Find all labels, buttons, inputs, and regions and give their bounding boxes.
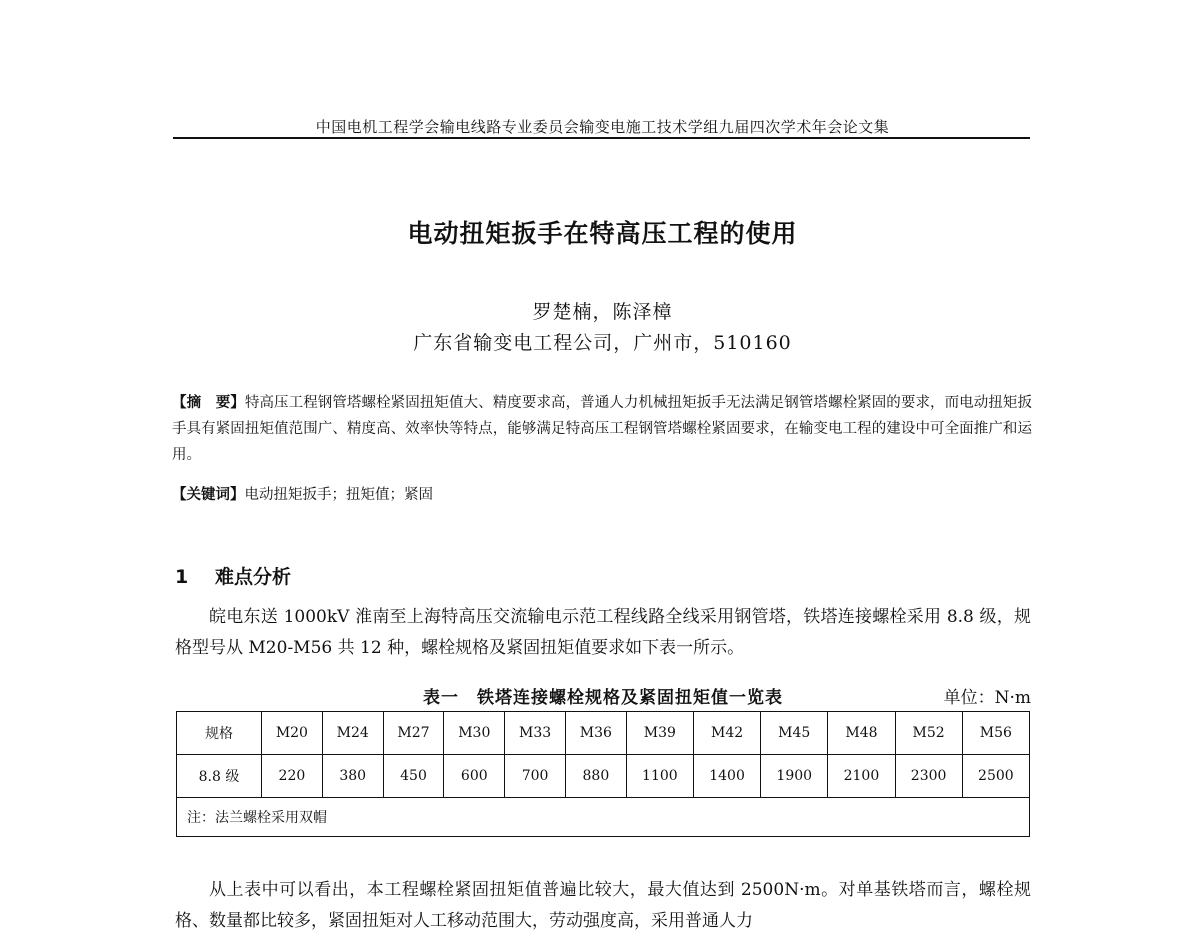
- spec-row-header: 规格: [177, 712, 262, 755]
- spec-cell: M30: [444, 712, 505, 755]
- spec-cell: M56: [962, 712, 1029, 755]
- affiliation: 广东省输变电工程公司，广州市，510160: [413, 332, 792, 354]
- spec-cell: M45: [761, 712, 828, 755]
- table-caption: [175, 683, 1031, 707]
- torque-cell: 880: [565, 755, 626, 798]
- torque-cell: 2500: [962, 755, 1029, 798]
- section-title: 难点分析: [215, 566, 292, 588]
- torque-cell: 1900: [761, 755, 828, 798]
- abstract-text: 特高压工程钢管塔螺栓紧固扭矩值大、精度要求高，普通人力机械扭矩扳手无法满足钢管塔螺栓紧固的要求，而电动扭矩扳手具有紧固扭矩值范围广、精度高、效率快等特点，能够满足特高压工程钢管塔螺栓紧固要求，在输变电工程的建设中可全面推广和运用。: [172, 395, 1032, 463]
- torque-cell: 220: [262, 755, 323, 798]
- header-rule: [173, 137, 1030, 139]
- spec-row: [177, 712, 1030, 755]
- spec-cell: M52: [895, 712, 962, 755]
- spec-cell: M39: [626, 712, 693, 755]
- spec-cell: M36: [565, 712, 626, 755]
- torque-cell: 600: [444, 755, 505, 798]
- abstract-label: 【摘 要】: [172, 394, 245, 411]
- torque-cell: 450: [383, 755, 444, 798]
- torque-row-header: 8.8 级: [177, 755, 262, 798]
- body-paragraph: 皖电东送 1000kV 淮南至上海特高压交流输电示范工程线路全线采用钢管塔，铁塔连接螺栓采用 8.8 级，规格型号从 M20-M56 共 12 种，螺栓规格及紧固扭矩值要求如下表一所示。: [175, 607, 1031, 658]
- spec-cell: M27: [383, 712, 444, 755]
- spec-cell: M24: [322, 712, 383, 755]
- spec-cell: M48: [828, 712, 895, 755]
- section-number: 1: [175, 566, 189, 588]
- torque-row: [177, 755, 1030, 798]
- paper-title: 电动扭矩扳手在特高压工程的使用: [407, 219, 798, 248]
- table-unit: 单位：N·m: [943, 688, 1031, 708]
- running-header: 中国电机工程学会输电线路专业委员会输变电施工技术学组九届四次学术年会论文集: [315, 118, 890, 136]
- keywords: [172, 482, 1032, 508]
- spec-cell: M42: [693, 712, 760, 755]
- torque-cell: 2100: [828, 755, 895, 798]
- section-heading: [175, 562, 575, 589]
- abstract: [172, 390, 1032, 468]
- torque-cell: 380: [322, 755, 383, 798]
- torque-cell: 2300: [895, 755, 962, 798]
- table-caption-title: 表一 铁塔连接螺栓规格及紧固扭矩值一览表: [423, 688, 783, 708]
- keywords-label: 【关键词】: [172, 486, 245, 503]
- torque-cell: 1400: [693, 755, 760, 798]
- note-row: [177, 798, 1030, 837]
- torque-table: [176, 711, 1030, 837]
- torque-cell: 1100: [626, 755, 693, 798]
- table-note: 注：法兰螺栓采用双帽: [177, 798, 1030, 837]
- authors: 罗楚楠，陈泽樟: [532, 301, 673, 323]
- keywords-text: 电动扭矩扳手；扭矩值；紧固: [244, 487, 433, 503]
- body-paragraph-2: 从上表中可以看出，本工程螺栓紧固扭矩值普遍比较大，最大值达到 2500N·m。对单基铁塔而言，螺栓规格、数量都比较多，紧固扭矩对人工移动范围大，劳动强度高，采用普通人力: [175, 880, 1031, 931]
- spec-cell: M20: [262, 712, 323, 755]
- spec-cell: M33: [505, 712, 566, 755]
- torque-cell: 700: [505, 755, 566, 798]
